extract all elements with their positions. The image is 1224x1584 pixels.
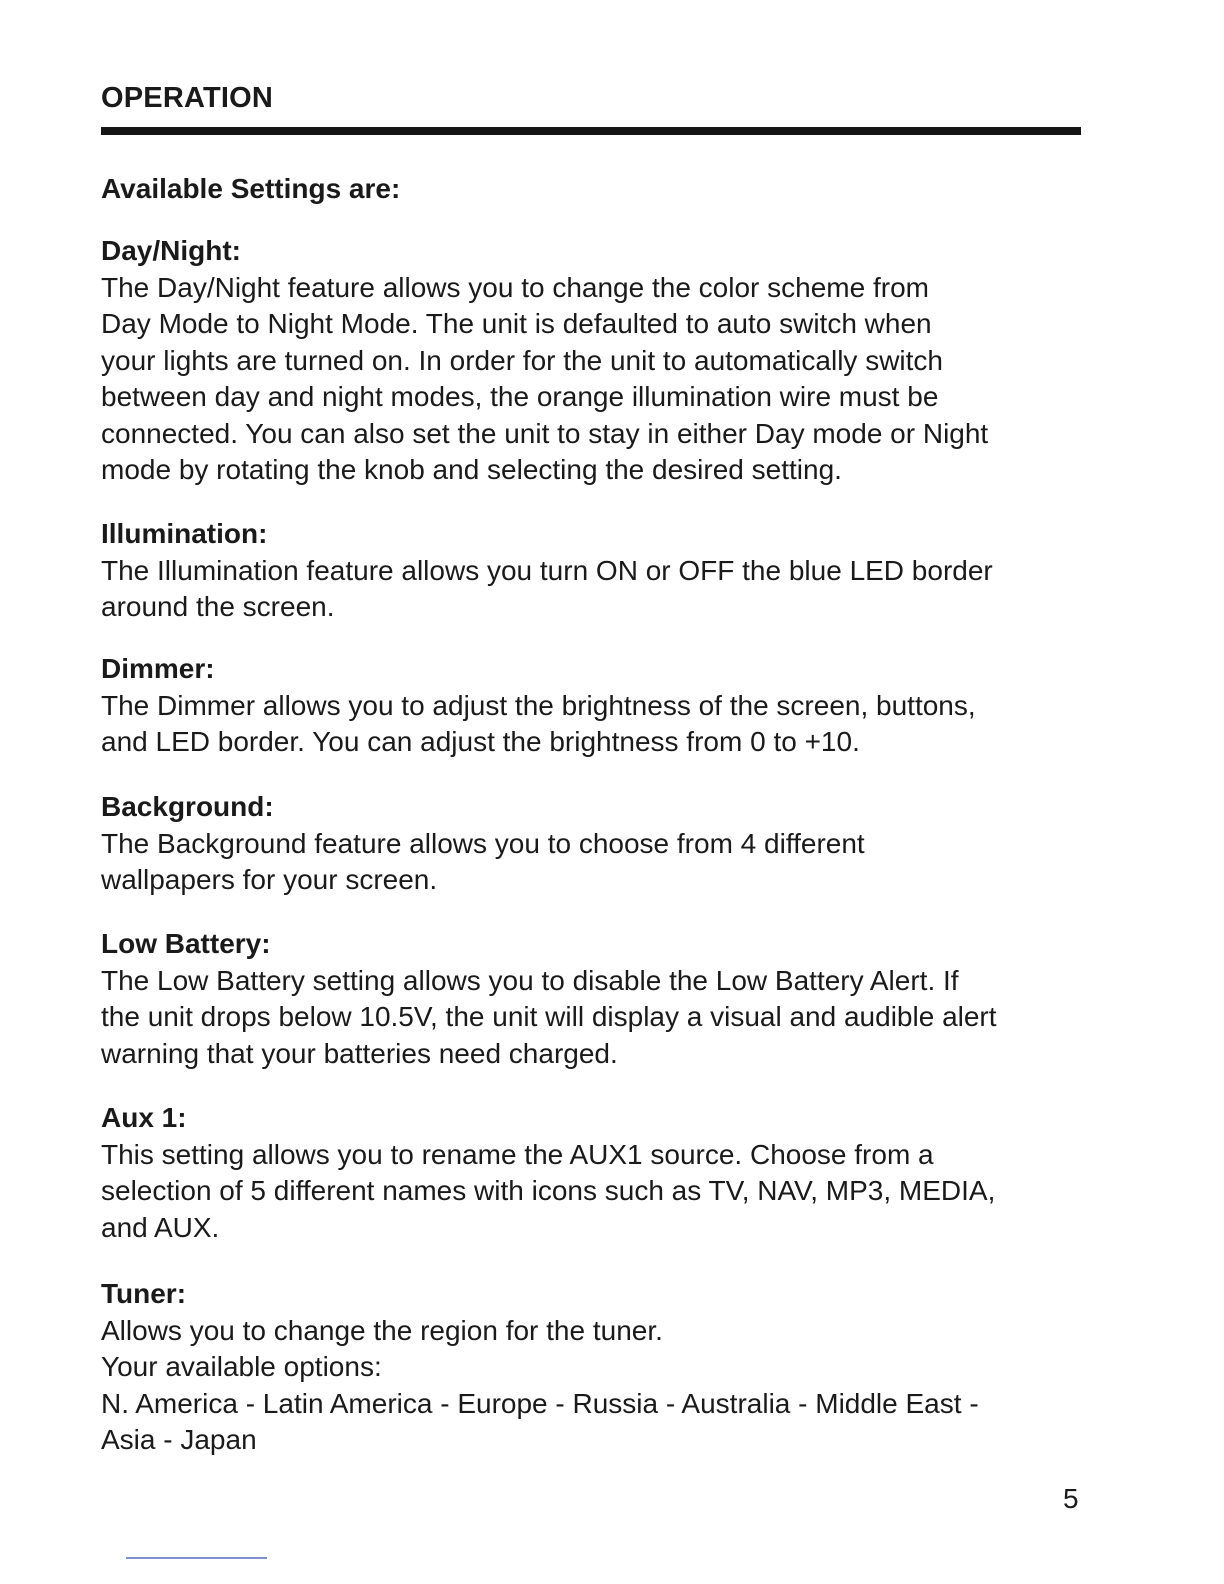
description-line: The Low Battery setting allows you to disable the Low Battery Alert. If <box>101 964 959 996</box>
setting-tuner <box>101 1276 1101 1459</box>
description-line: wallpapers for your screen. <box>101 864 438 895</box>
page-title: OPERATION <box>101 82 274 114</box>
setting-heading: Low Battery: <box>101 928 271 959</box>
description-line: between day and night modes, the orange illumination wire must be <box>101 381 939 412</box>
description-line: and LED border. You can adjust the brightness from 0 to +10. <box>101 726 860 757</box>
bottom-scan-mark <box>126 1557 267 1559</box>
description-line: N. America - Latin America - Europe - Russia - Australia - Middle East - <box>101 1387 979 1419</box>
description-line: around the screen. <box>101 591 335 622</box>
description-line: Day Mode to Night Mode. The unit is defaulted to auto switch when <box>101 308 932 339</box>
setting-aux-1 <box>101 1100 1101 1246</box>
setting-description <box>101 963 1101 1073</box>
description-line: The Illumination feature allows you turn ON or OFF the blue LED border <box>101 554 993 586</box>
description-line: mode by rotating the knob and selecting the desired setting. <box>101 454 842 485</box>
setting-heading: Day/Night: <box>101 235 241 266</box>
setting-heading: Dimmer: <box>101 653 215 684</box>
header-rule <box>101 127 1081 135</box>
description-line: Allows you to change the region for the tuner. <box>101 1314 663 1346</box>
setting-background <box>101 789 1101 899</box>
description-line: the unit drops below 10.5V, the unit will display a visual and audible alert <box>101 1001 997 1032</box>
description-line: The Day/Night feature allows you to change the color scheme from <box>101 271 929 303</box>
page-number: 5 <box>1063 1483 1079 1514</box>
description-line: The Background feature allows you to choose from 4 different <box>101 827 865 859</box>
setting-description <box>101 553 1101 626</box>
setting-description <box>101 688 1101 761</box>
setting-description <box>101 270 1101 489</box>
setting-illumination <box>101 516 1101 626</box>
setting-low-battery <box>101 926 1101 1072</box>
setting-day-night <box>101 233 1101 489</box>
description-line: selection of 5 different names with icons such as TV, NAV, MP3, MEDIA, <box>101 1175 996 1206</box>
description-line: This setting allows you to rename the AUX1 source. Choose from a <box>101 1138 934 1170</box>
setting-dimmer <box>101 651 1101 761</box>
description-line: and AUX. <box>101 1211 220 1243</box>
section-title: Available Settings are: <box>101 173 401 204</box>
description-line: The Dimmer allows you to adjust the brightness of the screen, buttons, <box>101 689 976 721</box>
setting-description <box>101 826 1101 899</box>
description-line: connected. You can also set the unit to stay in either Day mode or Night <box>101 417 989 449</box>
setting-description <box>101 1137 1101 1247</box>
setting-description <box>101 1313 1101 1459</box>
description-line: Asia - Japan <box>101 1424 257 1455</box>
description-line: Your available options: <box>101 1351 382 1382</box>
setting-heading: Background: <box>101 791 274 822</box>
setting-heading: Illumination: <box>101 518 268 549</box>
setting-heading: Aux 1: <box>101 1102 187 1133</box>
description-line: warning that your batteries need charged. <box>101 1037 618 1069</box>
description-line: your lights are turned on. In order for the unit to automatically switch <box>101 344 943 376</box>
setting-heading: Tuner: <box>101 1278 187 1309</box>
